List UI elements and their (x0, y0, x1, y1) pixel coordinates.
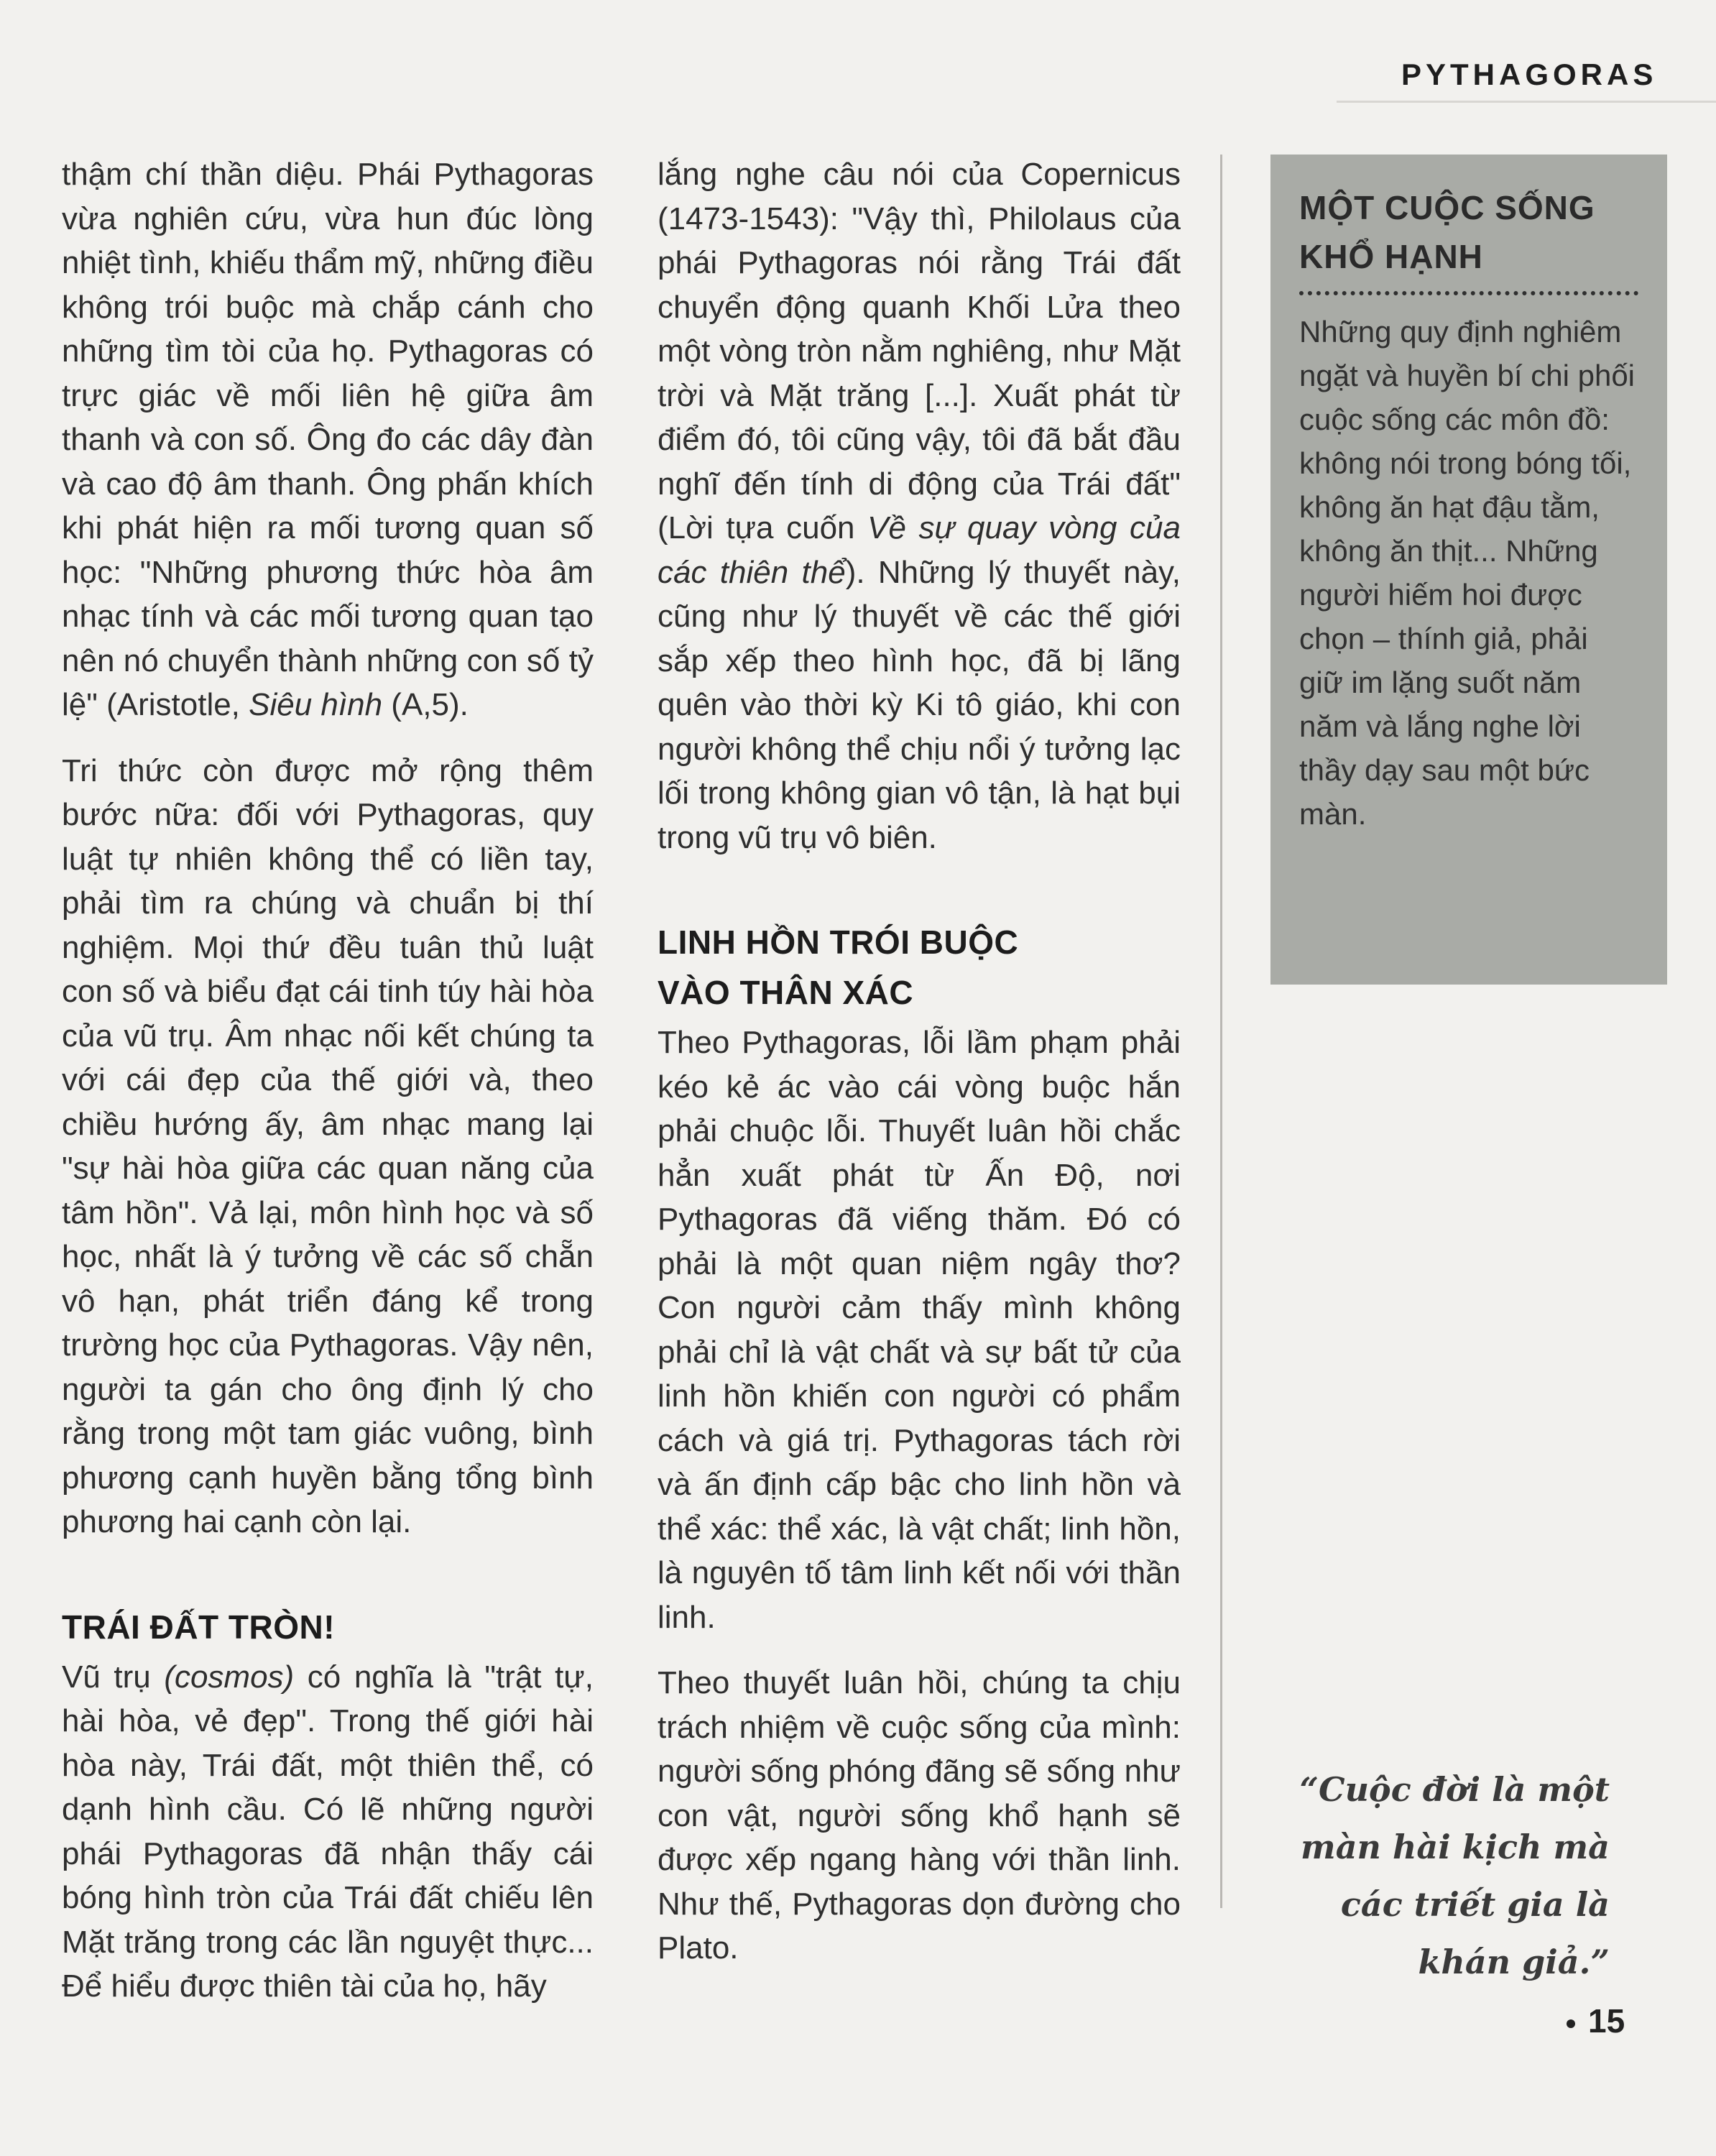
sidebar-title: MỘT CUỘC SỐNG KHỔ HẠNH (1299, 189, 1595, 275)
sidebar-body: Những quy định nghiêm ngặt và huyền bí chi phối cuộc sống các môn đồ: không nói trong bóng tối, không ăn hạt đậu tằm, không ăn thịt... Những người hiếm hoi được chọn – thính giả, phải giữ im lặng suốt năm năm và lắng nghe lời thầy dạy sau một bức màn. (1299, 315, 1636, 831)
paragraph: Theo thuyết luân hồi, chúng ta chịu trách nhiệm về cuộc sống của mình: người sống phóng đãng sẽ sống như con vật, người sống khổ hạnh sẽ được xếp ngang hàng với thần linh. Như thế, Pythagoras dọn đường cho Plato. (658, 1665, 1181, 1966)
paragraph: lắng nghe câu nói của Copernicus (1473-1543): "Vậy thì, Philolaus của phái Pythagoras nói rằng Trái đất chuyển động quanh Khối Lửa theo một vòng tròn nằm nghiêng, như Mặt trời và Mặt trăng [...]. Xuất phát từ điểm đó, tôi cũng vậy, tôi đã bắt đầu nghĩ đến tính di động của Trái đất" (Lời tựa cuốn Về sự quay vòng của các thiên thể). Những lý thuyết này, cũng như lý thuyết về các thế giới sắp xếp theo hình học, đã bị lãng quên vào thời kỳ Ki tô giáo, khi con người không thể chịu nổi ý tưởng lạc lối trong không gian vô tận, là hạt bụi trong vũ trụ vô biên. (658, 157, 1181, 855)
page-number: 15 (1567, 2001, 1625, 2040)
section-heading: TRÁI ĐẤT TRÒN! (62, 1608, 336, 1646)
paragraph: Tri thức còn được mở rộng thêm bước nữa: đối với Pythagoras, quy luật tự nhiên không thể có liền tay, phải tìm ra chúng và chuẩn bị thí nghiệm. Mọi thứ đều tuân thủ luật con số và biểu đạt cái tinh túy hài hòa của vũ trụ. Âm nhạc nối kết chúng ta với cái đẹp của thế giới và, theo chiều hướng ấy, âm nhạc mang lại "sự hài hòa giữa các quan năng của tâm hồn". Vả lại, môn hình học và số học, nhất là ý tưởng về các số chẵn vô hạn, phát triển đáng kể trong trường học của Pythagoras. Vậy nên, người ta gán cho ông định lý cho rằng trong một tam giác vuông, bình phương cạnh huyền bằng tổng bình phương hai cạnh còn lại. (62, 752, 594, 1539)
column-divider (1220, 155, 1222, 1908)
pull-quote: “Cuộc đời là một màn hài kịch mà các triết gia là khán giả.” (1299, 1770, 1610, 1981)
paragraph: thậm chí thần diệu. Phái Pythagoras vừa nghiên cứu, vừa hun đúc lòng nhiệt tình, khiếu thẩm mỹ, những điều không trói buộc mà chắp cánh cho những tìm tòi của họ. Pythagoras có trực giác về mối liên hệ giữa âm thanh và con số. Ông đo các dây đàn và cao độ âm thanh. Ông phấn khích khi phát hiện ra mối tương quan số học: "Những phương thức hòa âm nhạc tính và các mối tương quan tạo nên nó chuyển thành những con số tỷ lệ" (Aristotle, Siêu hình (A,5). (62, 157, 594, 722)
section-heading: LINH HỒN TRÓI BUỘC VÀO THÂN XÁC (658, 923, 1019, 1011)
paragraph: Vũ trụ (cosmos) có nghĩa là "trật tự, hài hòa, vẻ đẹp". Trong thế giới hài hòa này, Trái đất, một thiên thể, có dạnh hình cầu. Có lẽ những người phái Pythagoras đã nhận thấy cái bóng hình tròn của Trái đất chiếu lên Mặt trăng trong các lần nguyệt thực... Để hiểu được thiên tài của họ, hãy (62, 1659, 594, 2004)
bullet-icon (1567, 2019, 1575, 2028)
dotted-divider (1299, 285, 1638, 295)
header-rule (1337, 101, 1716, 103)
paragraph: Theo Pythagoras, lỗi lầm phạm phải kéo kẻ ác vào cái vòng buộc hắn phải chuộc lỗi. Thuyết luân hồi chắc hẳn xuất phát từ Ấn Độ, nơi Pythagoras đã viếng thăm. Đó có phải là một quan niệm ngây thơ? Con người cảm thấy mình không phải chỉ là vật chất và sự bất tử của linh hồn khiến con người có phẩm cách và giá trị. Pythagoras tách rời và ấn định cấp bậc cho linh hồn và thể xác: thể xác, là vật chất; linh hồn, là nguyên tố tâm linh kết nối với thần linh. (658, 1025, 1181, 1635)
sidebar-box (1270, 155, 1667, 985)
text-column-left (62, 152, 594, 2030)
running-head: PYTHAGORAS (1401, 57, 1658, 91)
text-column-middle (658, 152, 1181, 1992)
